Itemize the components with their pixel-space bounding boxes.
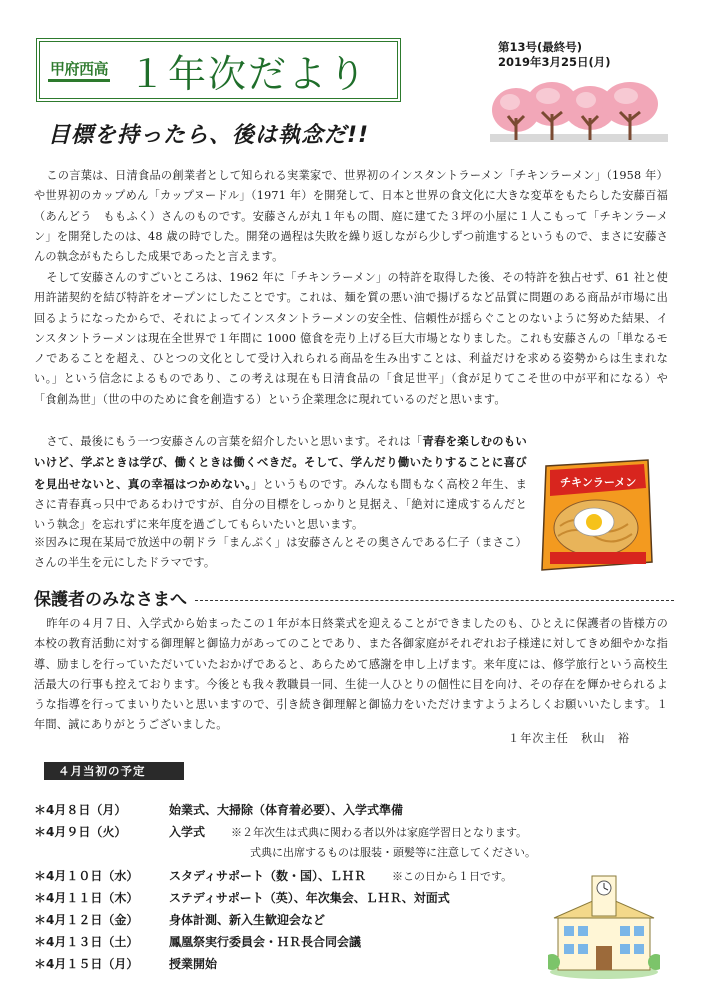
- article-paragraph-2: そして安藤さんのすごいところは、1962 年に「チキンラーメン」の特許を取得した後、その特許を独占せず、61 社と使用許諾契約を結び特許をオープンにしたことです。これは、麺を質の悪い油で揚げるなど品質に問題のある商品が市場に出回るようになったからで、それによってインスタントラーメンの安全性、信頼性が揺らぐことのないように努めた結果、インスタントラーメンは現在全世界で１年間に 1000 億食を売り上げる巨大市場となりました。これも安藤さんの「単なるモノであることを超え、ひとつの文化として受け入れられる商品を生み出すことは、利益だけを求める姿勢からは生まれない。」という信念によるものであり、この考えは現在も日清食品の「食足世平」（食が足りてこそ世の中が平和になる）や「食創為世」（世の中のために食を創造する）という企業理念に現れているのだと思います。: [34, 271, 668, 406]
- guardians-section-header: [34, 585, 674, 609]
- guardians-title: 保護者のみなさまへ: [34, 589, 187, 610]
- schedule-event: 始業式、大掃除（体育着必要）、入学式準備: [169, 803, 404, 817]
- school-building-illustration: [548, 868, 660, 980]
- schedule-item: [34, 932, 361, 952]
- masthead-box: [36, 38, 401, 102]
- schedule-date: ＊4月９日（火）: [34, 825, 127, 839]
- schedule-event: スタディサポート（数・国）、ＬＨＲ: [169, 869, 367, 883]
- schedule-item: [34, 866, 512, 886]
- issue-date: 2019年3月25日(月): [498, 55, 611, 69]
- signature: １年次主任 秋山 裕: [508, 732, 630, 745]
- schedule-date: ＊4月１３日（土）: [34, 935, 139, 949]
- schedule-event: 授業開始: [169, 957, 218, 971]
- dashed-divider: [195, 600, 674, 601]
- article-paragraph-1: この言葉は、日清食品の創業者として知られる実業家で、世界初のインスタントラーメン「チキンラーメン」（1958 年）や世界初のカップめん「カップヌードル」（1971 年）を開発して、日本と世界の食文化に大きな変革をもたらした安藤百福（あんどう ももふく）さんのものです。安藤さんが丸１年もの間、庭に建てた３坪の小屋に１人こもって「チキンラーメン」を開発したのは、48 歳の時でした。開発の過程は失敗を繰り返しながら少しずつ前進するというもので、まさに安藤さんの執念がもたらした成果であったと言えます。: [34, 169, 668, 264]
- issue-info: [498, 40, 611, 70]
- guardians-message: 昨年の４月７日、入学式から始まったこの１年が本日終業式を迎えることができましたのも、ひとえに保護者の皆様方の本校の教育活動に対する御理解と御協力があってのことであり、また各御家庭がそれぞれお子様達に対してきめ細やかな指導、励ましを行っていただいていたおかげであると、あらためて感謝を申し上げます。来年度には、修学旅行という高校生活最大の行事も控えております。今後とも我々教職員一同、生徒一人ひとりの個性に目を向け、その存在を輝かせられるような指導を行ってまいりたいと思いますので、引き続き御理解と御協力をいただけますようよろしくお願いいたします。１年間、誠にありがとうございました。: [34, 617, 668, 732]
- schedule-event: 入学式: [169, 825, 206, 839]
- schedule-item: [34, 888, 450, 908]
- schedule-date: ＊4月１０日（水）: [34, 869, 139, 883]
- schedule-date: ＊4月８日（月）: [34, 803, 127, 817]
- schedule-item: [34, 800, 403, 820]
- cherry-blossom-trees-illustration: [490, 82, 668, 146]
- schedule-date: ＊4月１１日（木）: [34, 891, 139, 905]
- ando-quote: 青春を楽しむのもいいけど、学ぶときは学び、働くときは働くべきだ。そして、学んだり働いたりすることに喜びを見出せないと、真の幸福はつかめない。: [34, 434, 527, 491]
- schedule-event: 身体計測、新入生歓迎会など: [169, 913, 326, 927]
- schedule-event: 鳳凰祭実行委員会・ＨＲ長合同会議: [169, 935, 362, 949]
- schedule-note: ※２年次生は式典に関わる者以外は家庭学習日となります。: [231, 826, 528, 839]
- article-paragraph-3: [34, 431, 527, 535]
- schedule-date: ＊4月１５日（月）: [34, 957, 139, 971]
- schedule-item: [34, 910, 325, 930]
- svg-text:チキンラーメン: チキンラーメン: [560, 476, 637, 489]
- newsletter-title: １年次だより: [128, 51, 369, 96]
- schedule-note: ※この日から１日です。: [392, 870, 513, 883]
- paragraph-3-lead: さて、最後にもう一つ安藤さんの言葉を紹介したいと思います。それは「: [46, 435, 423, 448]
- schedule-item: [34, 954, 217, 974]
- schedule-item: [34, 822, 527, 842]
- schedule-date: ＊4月１２日（金）: [34, 913, 139, 927]
- schedule-sub-note: 式典に出席するものは服装・頭髪等に注意してください。: [250, 846, 536, 859]
- chicken-ramen-package-illustration: [536, 458, 656, 576]
- paragraph-3-tail: 」というものです。みんなも間もなく高校２年生、まさに青春真っ只中であるわけですが、自分の目標をしっかりと見据え、「絶対に達成するんだという執念」を忘れずに来年度を過ごしてもらいたいと思います。: [34, 477, 527, 532]
- issue-number: 第13号(最終号): [498, 40, 583, 54]
- schedule-event: ステディサポート（英）、年次集会、ＬＨＲ、対面式: [169, 891, 450, 905]
- article-note: ※因みに現在某局で放送中の朝ドラ「まんぷく」は安藤さんとその奥さんである仁子（まさこ）さんの半生を元にしたドラマです。: [34, 536, 527, 570]
- headline: 目標を持ったら、後は執念だ!!: [48, 123, 370, 148]
- school-name: 甲府西高: [48, 58, 110, 82]
- schedule-title: ４月当初の予定: [44, 762, 184, 780]
